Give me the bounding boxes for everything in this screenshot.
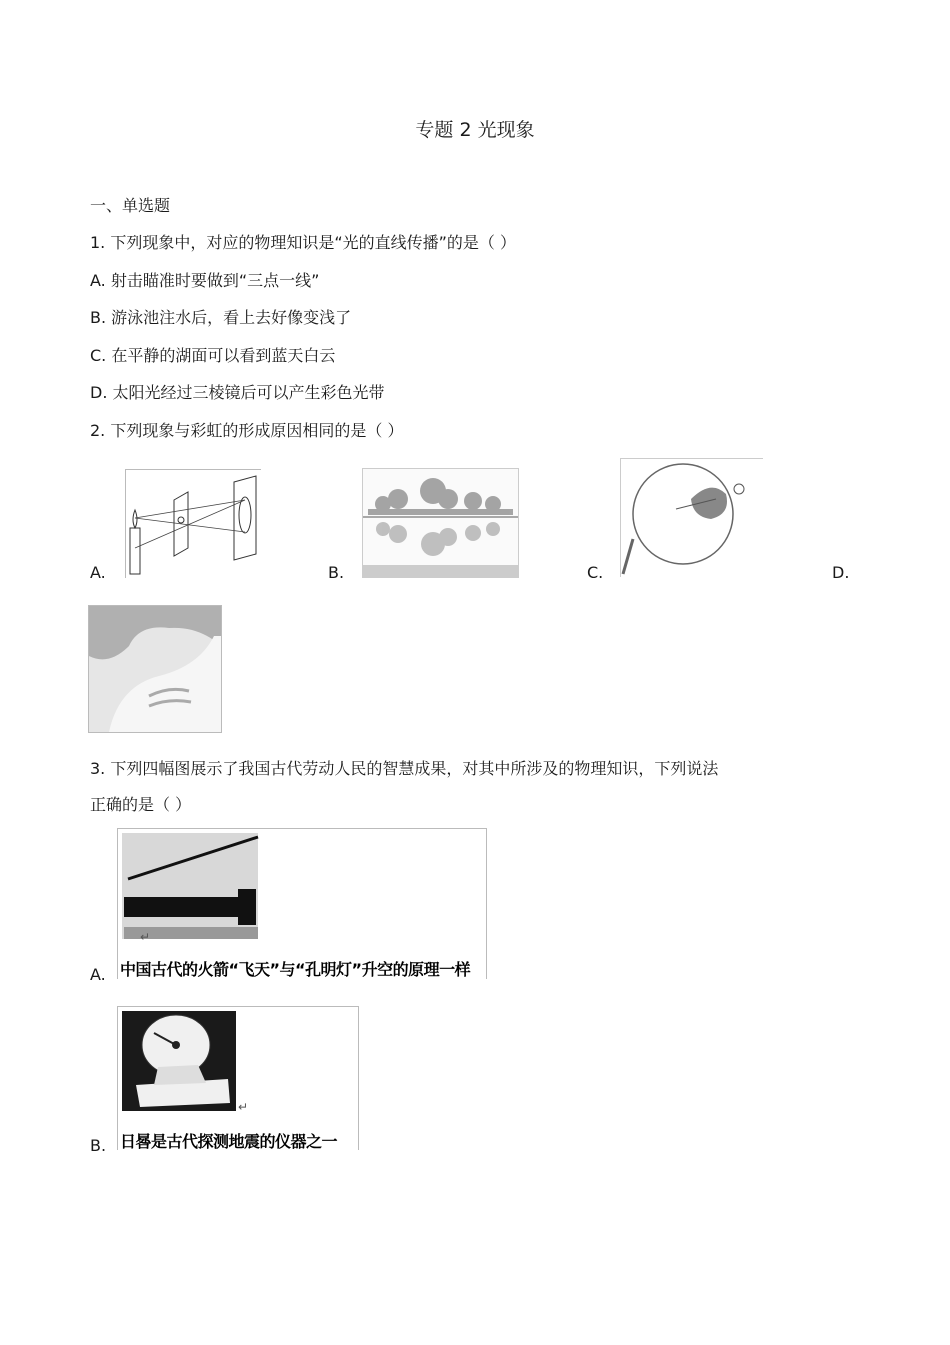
q2-label-a: A. (90, 563, 106, 582)
q1-option-c: C. 在平静的湖面可以看到蓝天白云 (90, 346, 336, 365)
q1-stem: 1. 下列现象中，对应的物理知识是“光的直线传播”的是（ ） (90, 233, 517, 252)
section-heading: 一、单选题 (90, 196, 171, 215)
q2-label-d: D. (832, 563, 850, 582)
q1-option-b: B. 游泳池注水后，看上去好像变浅了 (90, 308, 352, 327)
q2-stem: 2. 下列现象与彩虹的形成原因相同的是（ ） (90, 421, 404, 440)
q3-label-a: A. (90, 965, 106, 984)
q2-image-a-candle-lens (125, 469, 261, 578)
q2-label-c: C. (587, 563, 604, 582)
q2-label-b: B. (328, 563, 345, 582)
q3-a-return-mark: ↵ (140, 930, 150, 944)
q2-image-c-magnifier (620, 458, 763, 577)
q1-option-d: D. 太阳光经过三棱镜后可以产生彩色光带 (90, 383, 385, 402)
q3-label-b: B. (90, 1136, 107, 1155)
q3-stem-line1: 3. 下列四幅图展示了我国古代劳动人民的智慧成果，对其中所涉及的物理知识，下列说法 (90, 759, 719, 778)
page-title: 专题 2 光现象 (415, 119, 535, 141)
q2-image-d-hand-shadow (88, 605, 222, 733)
q1-option-a: A. 射击瞄准时要做到“三点一线” (90, 271, 320, 290)
q3-stem-line2: 正确的是（ ） (90, 795, 192, 814)
q3-b-return-mark: ↵ (238, 1100, 248, 1114)
q2-image-b-tree-reflection (362, 468, 519, 578)
q3-caption-a: 中国古代的火箭“飞天”与“孔明灯”升空的原理一样 (120, 960, 471, 979)
q3-caption-b: 日晷是古代探测地震的仪器之一 (120, 1132, 338, 1151)
